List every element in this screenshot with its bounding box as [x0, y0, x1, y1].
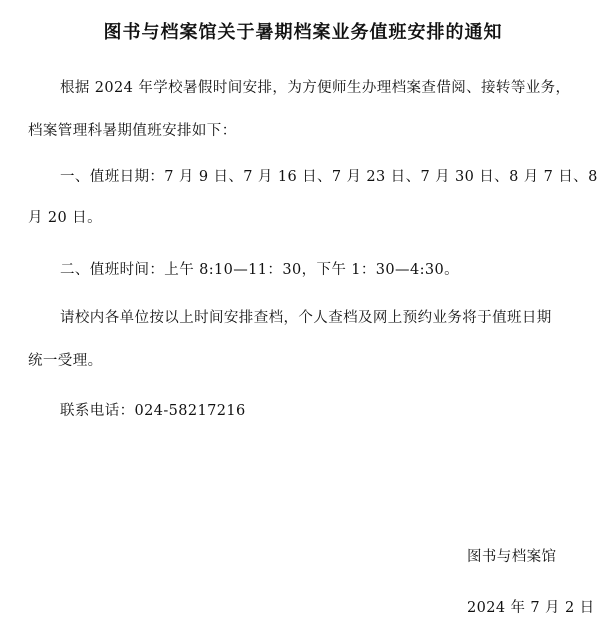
duty-dates-line-2: 月 20 日。 — [28, 210, 102, 226]
signature-organization: 图书与档案馆 — [467, 549, 557, 565]
duty-hours: 二、值班时间：上午 8:10—11：30，下午 1：30—4:30。 — [60, 262, 460, 278]
intro-paragraph-line-2: 档案管理科暑期值班安排如下： — [28, 123, 237, 139]
duty-dates-line-1: 一、值班日期：7 月 9 日、7 月 16 日、7 月 23 日、7 月 30 日、8 月 7 日、8 — [60, 169, 598, 185]
note-paragraph-line-2: 统一受理。 — [28, 353, 103, 369]
note-paragraph-line-1: 请校内各单位按以上时间安排查档，个人查档及网上预约业务将于值班日期 — [60, 310, 552, 326]
intro-paragraph-line-1: 根据 2024 年学校暑假时间安排，为方便师生办理档案查借阅、接转等业务， — [60, 80, 571, 96]
signature-date: 2024 年 7 月 2 日 — [467, 600, 595, 616]
contact-phone: 联系电话：024-58217216 — [60, 403, 246, 419]
document-title: 图书与档案馆关于暑期档案业务值班安排的通知 — [103, 22, 503, 43]
